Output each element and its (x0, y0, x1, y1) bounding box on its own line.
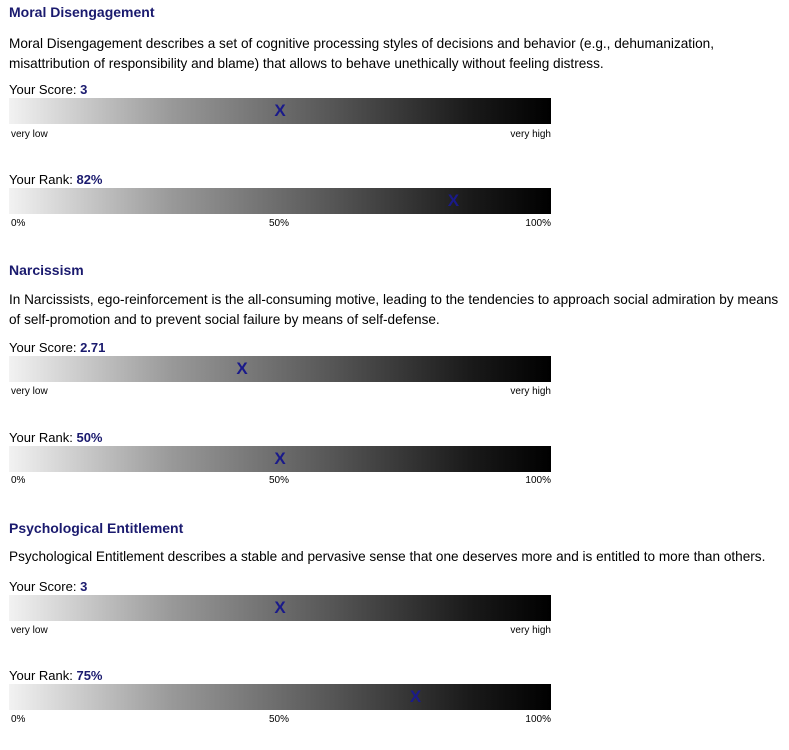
rank-tick-0: 0% (11, 475, 26, 486)
score-label (9, 579, 87, 595)
section-psychological-entitlement (9, 520, 784, 748)
score-marker: X (274, 101, 286, 120)
score-label-text: Your Score: (9, 340, 77, 355)
rank-value: 50% (76, 430, 103, 445)
score-value: 3 (80, 82, 88, 97)
section-description: Psychological Entitlement describes a stable and pervasive sense that one deserves more and is entitled to more than others. (9, 549, 766, 564)
score-marker: X (236, 359, 248, 378)
score-label-text: Your Score: (9, 82, 77, 97)
score-high-label: very high (510, 129, 551, 140)
score-label (9, 82, 87, 98)
rank-marker: X (409, 687, 422, 706)
score-value: 2.71 (80, 340, 106, 355)
section-title: Narcissism (9, 262, 84, 278)
section-title: Moral Disengagement (9, 4, 155, 20)
score-low-label: very low (11, 386, 48, 397)
score-label (9, 340, 105, 356)
rank-tick-50: 50% (269, 475, 290, 486)
score-low-label: very low (11, 625, 48, 636)
score-bar (9, 356, 551, 382)
rank-tick-100: 100% (525, 475, 551, 486)
score-label-text: Your Score: (9, 579, 77, 594)
rank-marker: X (274, 449, 286, 468)
rank-label-text: Your Rank: (9, 430, 73, 445)
section-description: Moral Disengagement describes a set of cognitive processing styles of decisions and behavior (e.g., dehumanization, misattribution of responsibility and blame) that allows to behave unethically without feeling distress. (9, 36, 714, 71)
score-high-label: very high (510, 625, 551, 636)
rank-label (9, 430, 103, 446)
rank-tick-0: 0% (11, 218, 26, 229)
rank-marker: X (447, 191, 460, 210)
score-bar (9, 98, 551, 124)
rank-bar (9, 446, 551, 472)
score-bar (9, 595, 551, 621)
rank-tick-50: 50% (269, 218, 290, 229)
section-moral-disengagement (9, 4, 784, 244)
rank-bar (9, 188, 551, 214)
section-title: Psychological Entitlement (9, 520, 184, 536)
rank-tick-0: 0% (11, 714, 26, 725)
section-narcissism (9, 262, 784, 502)
rank-label (9, 172, 103, 188)
score-marker: X (274, 598, 286, 617)
rank-tick-100: 100% (525, 218, 551, 229)
score-high-label: very high (510, 386, 551, 397)
rank-tick-50: 50% (269, 714, 290, 725)
rank-label-text: Your Rank: (9, 172, 73, 187)
score-low-label: very low (11, 129, 48, 140)
score-value: 3 (80, 579, 88, 594)
rank-label-text: Your Rank: (9, 668, 73, 683)
rank-value: 82% (76, 172, 103, 187)
rank-bar (9, 684, 551, 710)
rank-value: 75% (76, 668, 103, 683)
rank-label (9, 668, 103, 684)
rank-tick-100: 100% (525, 714, 551, 725)
section-description: In Narcissists, ego-reinforcement is the all-consuming motive, leading to the tendencies to approach social admiration by means of self-promotion and to prevent social failure by means of self-defense. (9, 292, 779, 327)
